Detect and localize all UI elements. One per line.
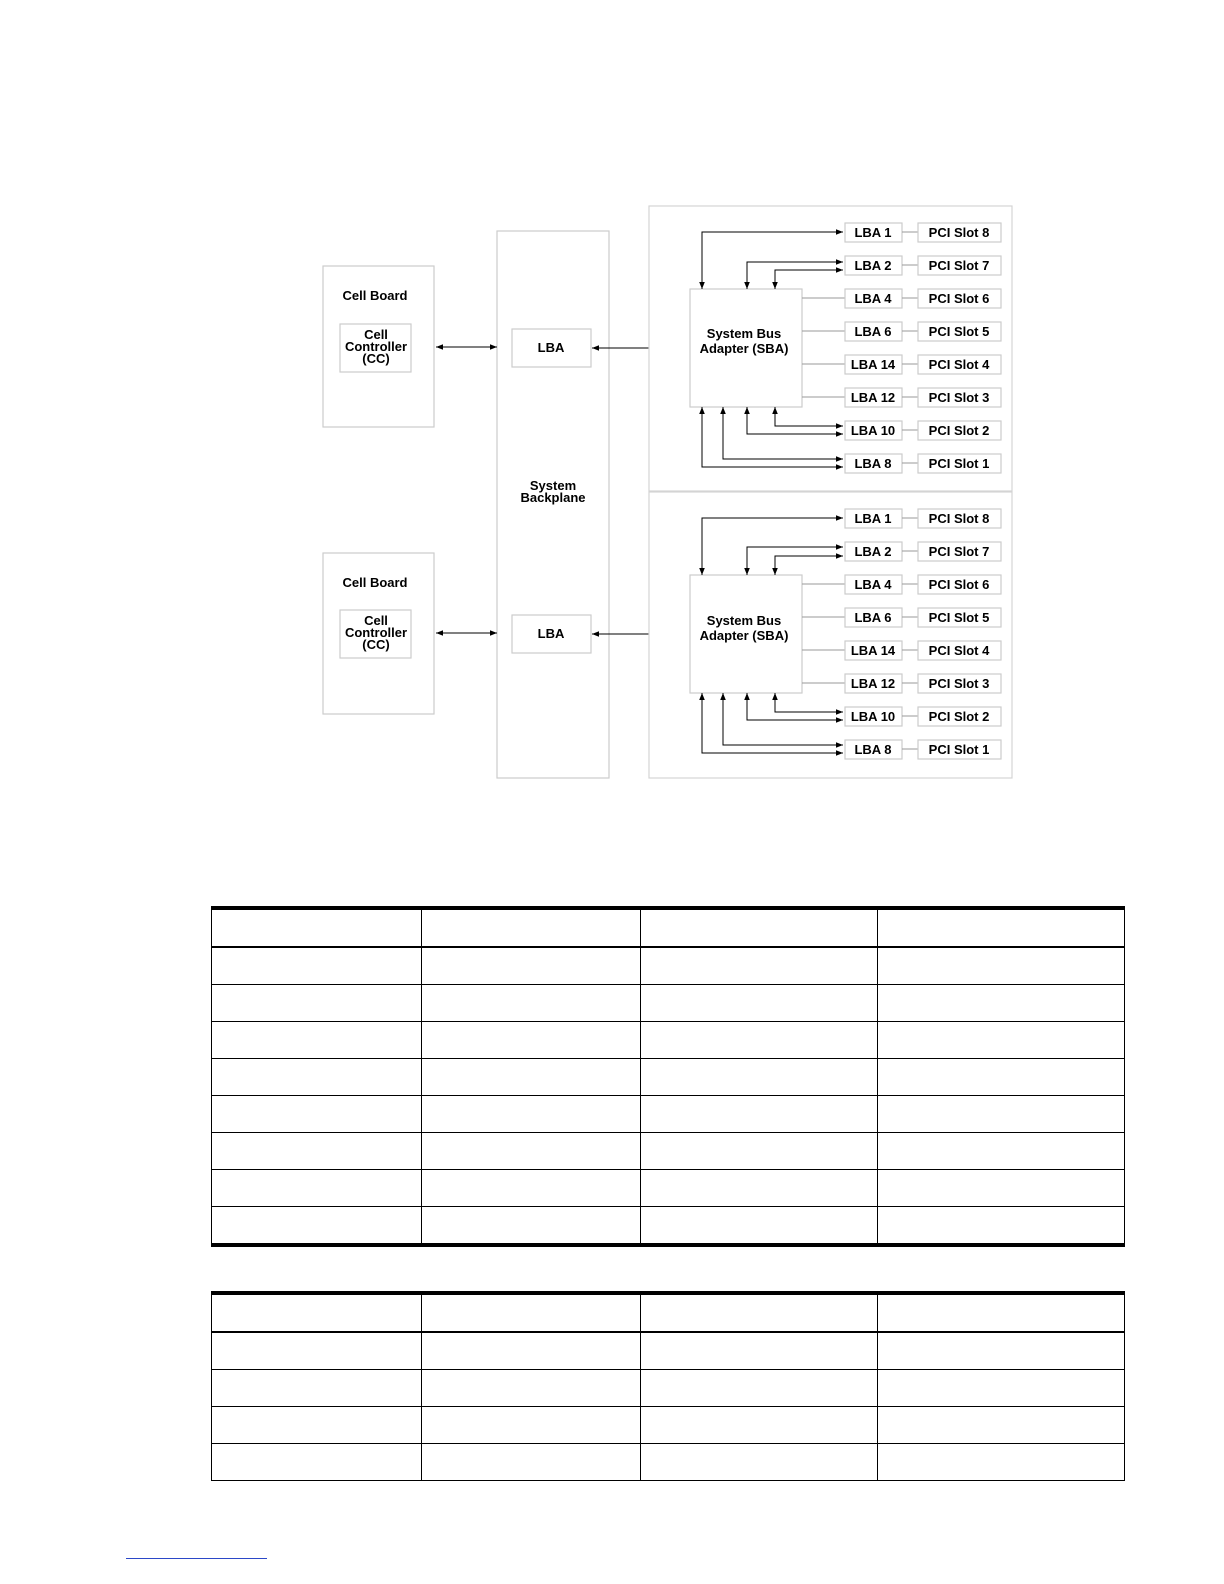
cell-controller-label: Cell xyxy=(364,613,388,628)
table-cell xyxy=(212,1133,422,1170)
table-cell xyxy=(212,1170,422,1207)
pci-slot-label: PCI Slot 6 xyxy=(928,291,990,306)
cell-board-1 xyxy=(323,266,434,427)
table-cell xyxy=(878,1370,1125,1407)
lba-label: LBA 1 xyxy=(854,225,892,240)
pci-slot-label: PCI Slot 6 xyxy=(928,577,990,592)
lba-label: LBA 14 xyxy=(850,357,896,372)
table-cell xyxy=(422,947,641,985)
table-cell xyxy=(212,1293,422,1332)
table-cell xyxy=(422,1370,641,1407)
table-row xyxy=(212,985,1125,1022)
table-cell xyxy=(641,947,878,985)
table-cell xyxy=(212,1207,422,1246)
io-row xyxy=(845,542,1001,561)
table-row xyxy=(212,947,1125,985)
table-row xyxy=(212,1370,1125,1407)
slot-mapping-table-1 xyxy=(211,906,1125,1247)
table-cell xyxy=(878,1444,1125,1481)
lba-label: LBA 10 xyxy=(850,709,896,724)
table-cell xyxy=(641,1022,878,1059)
io-row xyxy=(845,355,1001,374)
lba-label: LBA 12 xyxy=(850,676,896,691)
io-row xyxy=(845,509,1001,528)
table-cell xyxy=(422,1022,641,1059)
table-cell xyxy=(641,1207,878,1246)
lba-label: LBA 2 xyxy=(854,544,892,559)
table-cell xyxy=(878,1293,1125,1332)
lba-label: LBA 12 xyxy=(850,390,896,405)
table-cell xyxy=(878,1059,1125,1096)
table-cell xyxy=(212,1096,422,1133)
table-row xyxy=(212,1022,1125,1059)
io-row xyxy=(845,740,1001,759)
table-cell xyxy=(641,1407,878,1444)
pci-slot-label: PCI Slot 8 xyxy=(928,511,990,526)
table-cell xyxy=(212,1407,422,1444)
table-header-row xyxy=(212,1293,1125,1332)
sba-label: System Bus xyxy=(706,326,782,341)
table-cell xyxy=(212,1059,422,1096)
table-cell xyxy=(422,985,641,1022)
pci-slot-label: PCI Slot 7 xyxy=(928,544,990,559)
pci-slot-label: PCI Slot 3 xyxy=(928,390,990,405)
sba-label: Adapter (SBA) xyxy=(699,628,789,643)
system-backplane xyxy=(497,231,609,778)
table-cell xyxy=(641,1059,878,1096)
lba-label: LBA 8 xyxy=(854,456,892,471)
table-cell xyxy=(422,908,641,947)
pci-slot-label: PCI Slot 7 xyxy=(928,258,990,273)
io-chassis-2 xyxy=(649,492,1012,778)
io-row xyxy=(845,421,1001,440)
table-row xyxy=(212,1332,1125,1370)
table-cell xyxy=(422,1059,641,1096)
table-cell xyxy=(878,908,1125,947)
io-row xyxy=(845,289,1001,308)
lba-label: LBA 6 xyxy=(854,610,892,625)
pci-slot-label: PCI Slot 4 xyxy=(928,357,990,372)
io-row xyxy=(845,707,1001,726)
pci-slot-label: PCI Slot 4 xyxy=(928,643,990,658)
pci-slot-label: PCI Slot 2 xyxy=(928,423,990,438)
cell-board-title: Cell Board xyxy=(342,575,408,590)
table-cell xyxy=(641,1332,878,1370)
table-cell xyxy=(422,1207,641,1246)
io-row xyxy=(845,454,1001,473)
io-row xyxy=(845,641,1001,660)
table-row xyxy=(212,1096,1125,1133)
table-cell xyxy=(212,985,422,1022)
table-row xyxy=(212,1207,1125,1246)
table-cell xyxy=(878,1170,1125,1207)
pci-slot-label: PCI Slot 2 xyxy=(928,709,990,724)
pci-slot-label: PCI Slot 5 xyxy=(928,610,990,625)
backplane-label: System xyxy=(529,478,577,493)
table-header-row xyxy=(212,908,1125,947)
table-cell xyxy=(641,1370,878,1407)
backplane-lba-label: LBA xyxy=(537,340,565,355)
table-cell xyxy=(422,1096,641,1133)
table-cell xyxy=(878,1096,1125,1133)
cell-board-title: Cell Board xyxy=(342,288,408,303)
pci-slot-label: PCI Slot 8 xyxy=(928,225,990,240)
table-cell xyxy=(212,1370,422,1407)
table-row xyxy=(212,1444,1125,1481)
pci-slot-label: PCI Slot 1 xyxy=(928,456,990,471)
table-cell xyxy=(422,1444,641,1481)
table-cell xyxy=(878,1133,1125,1170)
table-cell xyxy=(878,1407,1125,1444)
cell-controller-label: (CC) xyxy=(362,351,390,366)
table-cell xyxy=(641,1444,878,1481)
table-cell xyxy=(641,908,878,947)
table-cell xyxy=(878,1022,1125,1059)
cell-controller-label: Controller xyxy=(344,625,408,640)
lba-label: LBA 4 xyxy=(854,577,892,592)
lba-label: LBA 8 xyxy=(854,742,892,757)
sba-label: System Bus xyxy=(706,613,782,628)
table-row xyxy=(212,1407,1125,1444)
table-cell xyxy=(212,1444,422,1481)
io-row xyxy=(845,223,1001,242)
io-chassis-1 xyxy=(649,206,1012,491)
backplane-label: Backplane xyxy=(520,490,586,505)
table-cell xyxy=(212,1332,422,1370)
cell-controller-label: Cell xyxy=(364,327,388,342)
table-cell xyxy=(422,1332,641,1370)
footer-link-underline[interactable] xyxy=(126,1558,267,1559)
lba-label: LBA 6 xyxy=(854,324,892,339)
cell-controller-label: (CC) xyxy=(362,637,390,652)
table-cell xyxy=(641,985,878,1022)
table-cell xyxy=(878,1207,1125,1246)
lba-label: LBA 4 xyxy=(854,291,892,306)
table-row xyxy=(212,1170,1125,1207)
table-cell xyxy=(212,1022,422,1059)
io-row xyxy=(845,322,1001,341)
lba-label: LBA 14 xyxy=(850,643,896,658)
backplane-lba-label: LBA xyxy=(537,626,565,641)
io-row xyxy=(845,674,1001,693)
table-cell xyxy=(878,947,1125,985)
table-row xyxy=(212,1133,1125,1170)
table-cell xyxy=(422,1170,641,1207)
table-cell xyxy=(641,1096,878,1133)
pci-slot-label: PCI Slot 3 xyxy=(928,676,990,691)
slot-mapping-table-2 xyxy=(211,1291,1125,1481)
table-cell xyxy=(641,1293,878,1332)
io-row xyxy=(845,388,1001,407)
table-cell xyxy=(422,1407,641,1444)
table-cell xyxy=(422,1133,641,1170)
table-cell xyxy=(878,1332,1125,1370)
io-row xyxy=(845,608,1001,627)
lba-label: LBA 2 xyxy=(854,258,892,273)
table-cell xyxy=(878,985,1125,1022)
table-cell xyxy=(212,908,422,947)
table-cell xyxy=(212,947,422,985)
pci-slot-label: PCI Slot 1 xyxy=(928,742,990,757)
sba-label: Adapter (SBA) xyxy=(699,341,789,356)
table-cell xyxy=(422,1293,641,1332)
cell-controller-label: Controller xyxy=(344,339,408,354)
cell-board-2 xyxy=(323,553,434,714)
table-cell xyxy=(641,1170,878,1207)
lba-label: LBA 10 xyxy=(850,423,896,438)
table-row xyxy=(212,1059,1125,1096)
pci-slot-label: PCI Slot 5 xyxy=(928,324,990,339)
io-row xyxy=(845,256,1001,275)
table-cell xyxy=(641,1133,878,1170)
io-row xyxy=(845,575,1001,594)
lba-label: LBA 1 xyxy=(854,511,892,526)
